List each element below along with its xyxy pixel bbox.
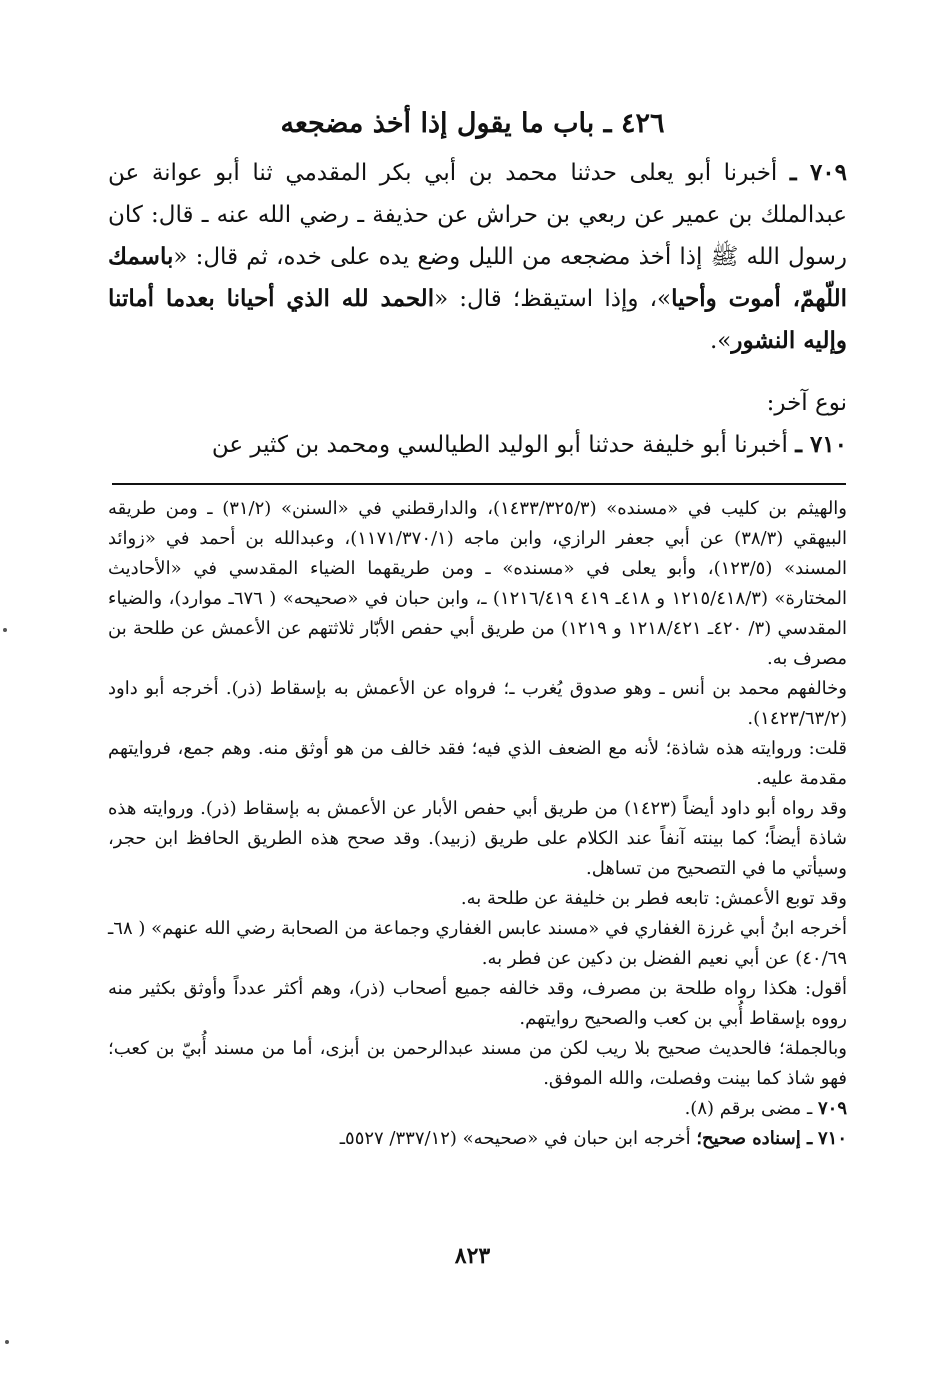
footnote-710 [108, 1124, 847, 1154]
supplication-text: باسمك اللّهمّ، أموت وأحيا [108, 243, 847, 312]
footnote-paragraph: وقد رواه أبو داود أيضاً (١٤٢٣) من طريق أبي حفص الأبار عن الأعمش به بإسقاط (ذر). وروايته هذه شاذة أيضاً؛ كما بينته آنفاً عند الكلام على طريق (زبيد). وقد صحح هذه الطريق الحافظ ابن حجر، وسيأتي ما في التصحيح من تساهل. [108, 798, 847, 879]
footnote-number: ٧٠٩ [817, 1098, 847, 1119]
hadith-text: أخبرنا أبو خليفة حدثنا أبو الوليد الطيالسي ومحمد بن كثير عن [211, 432, 788, 458]
footnote-paragraph: والهيثم بن كليب في «مسنده» (١٤٣٣/٣٢٥/٣)، والدارقطني في «السنن» (٣١/٢) ـ ومن طريقه البيهقي (٣٨/٣) عن أبي جعفر الرازي، وابن ماجه (١١٧١/٣٧٠/١)، وعبدالله بن أحمد في «زوائد المسند» (١٢٣/٥)، وأبو يعلى في «مسنده» ـ ومن طريقهما الضياء المقدسي في «الأحاديث المختارة» (١٢١٥/٤١٨/٣ و ٤١٨ـ ٤١٩ ١٢١٦/٤١٩) ـ، وابن حبان في «صحيحه» ( ٦٧٦ـ موارد)، والضياء المقدسي (٣/ ٤٢٠ـ ١٢١٨/٤٢١ و ١٢١٩) من طريق أبي حفص الأبّار ثلاثتهم عن الأعمش عن طلحة بن مصرف به. [108, 498, 848, 669]
hadith-text: »، وإذا استيقظ؛ قال: « [434, 286, 672, 312]
hadith-number: ٧٠٩ ـ [789, 159, 848, 186]
footnote-paragraph: وخالفهم محمد بن أنس ـ وهو صدوق يُغرب ـ؛ فرواه عن الأعمش به بإسقاط (ذر). أخرجه أبو داود (١٤٢٣/٦٣/٢). [108, 678, 847, 729]
footnote-separator [112, 483, 846, 485]
footnote-paragraph: أقول: هكذا رواه طلحة بن مصرف، وقد خالفه جميع أصحاب (ذر)، وهم أكثر عدداً وأوثق بكثير منه رووه بإسقاط أُبي بن كعب والصحيح روايتهم. [108, 978, 847, 1029]
main-text [108, 152, 847, 466]
footnote-paragraph: وبالجملة؛ فالحديث صحيح بلا ريب لكن من مسند عبدالرحمن بن أبزى، أما من مسند أُبيّ بن كعب؛ فهو شاذ كما بينت وفصلت، والله الموفق. [108, 1038, 847, 1089]
section-heading: نوع آخر: [766, 390, 847, 416]
scan-speck [5, 1340, 9, 1344]
supplication-text: الحمد لله الذي أحيانا بعدما أماتنا وإليه النشور [108, 285, 847, 354]
hadith-text: ». [709, 328, 732, 354]
hadith-text: أخبرنا أبو يعلى حدثنا محمد بن أبي بكر المقدمي ثنا أبو عوانة عن عبدالملك بن عمير عن ربعي بن حراش عن حذيفة ـ رضي الله عنه ـ قال: كان رسول الله ﷺ إذا أخذ مضجعه من الليل وضع يده على خده، ثم قال: « [108, 160, 847, 270]
footnote-text: ـ مضى برقم (٨). [684, 1098, 813, 1119]
hadith-number: ٧١٠ ـ [795, 431, 847, 458]
grading-text: ـ إسناده صحيح؛ [696, 1128, 813, 1149]
footnote-text: أخرجه ابن حبان في «صحيحه» (٣٣٧/١٢/ ٥٥٢٧ـ [339, 1128, 697, 1149]
footnote-709 [108, 1094, 847, 1124]
footnote-number: ٧١٠ [817, 1128, 847, 1149]
footnote-paragraph: قلت: وروايته هذه شاذة؛ لأنه مع الضعف الذي فيه؛ فقد خالف من هو أوثق منه. وهم جمع، فروايتهم مقدمة عليه. [108, 738, 847, 789]
footnote-paragraph: أخرجه ابنُ أبي غرزة الغفاري في «مسند عابس الغفاري وجماعة من الصحابة رضي الله عنهم» ( ٦٨ـ ٤٠/٦٩) عن أبي نعيم الفضل بن دكين عن فطر به. [108, 918, 847, 969]
scan-speck [3, 628, 7, 632]
footnote-paragraph: وقد توبع الأعمش: تابعه فطر بن خليفة عن طلحة به. [460, 888, 847, 909]
chapter-title: ٤٢٦ ـ باب ما يقول إذا أخذ مضجعه [280, 108, 665, 139]
hadith-709 [108, 152, 847, 362]
page-number: ٨٢٣ [454, 1243, 491, 1269]
footnotes [108, 494, 847, 1154]
hadith-710 [108, 424, 847, 466]
